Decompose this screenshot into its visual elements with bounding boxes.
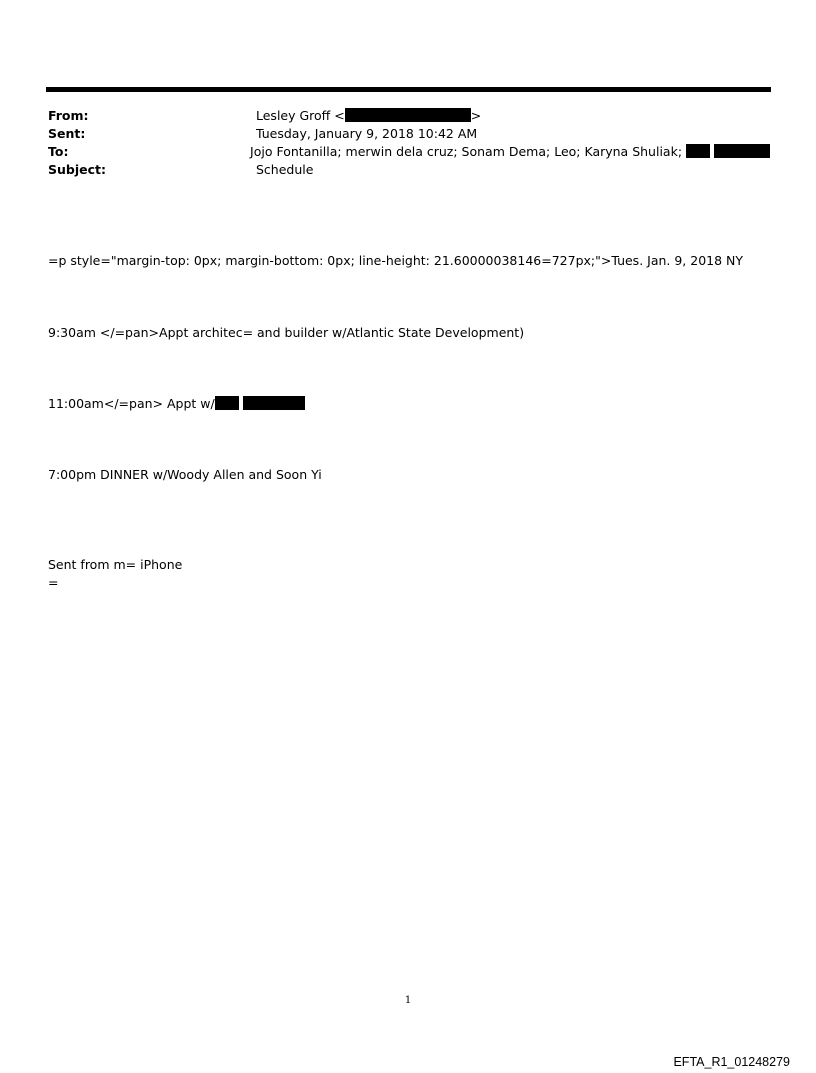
sent-label: Sent: <box>48 126 86 141</box>
subject-label: Subject: <box>48 162 106 177</box>
body-line-equals: = <box>48 575 59 590</box>
document-id: EFTA_R1_01248279 <box>673 1055 790 1069</box>
body-line-appt-1100 <box>48 395 305 413</box>
body-line-dinner: 7:00pm DINNER w/Woody Allen and Soon Yi <box>48 467 322 482</box>
redaction-box <box>215 396 239 410</box>
email-header <box>48 107 770 179</box>
to-value <box>250 143 770 161</box>
redaction-box <box>714 144 770 158</box>
page-number: 1 <box>404 995 412 1006</box>
body-line-date: =p style="margin-top: 0px; margin-bottom: 0px; line-height: 21.60000038146=727px;">Tues. Jan. 9, 2018 NY <box>48 253 744 268</box>
sent-row <box>48 125 770 143</box>
subject-value: Schedule <box>256 162 314 177</box>
from-close: > <box>470 108 482 123</box>
from-name: Lesley Groff < <box>256 108 345 123</box>
from-row <box>48 107 770 125</box>
redaction-box <box>345 108 471 122</box>
to-row <box>48 143 770 161</box>
sent-value: Tuesday, January 9, 2018 10:42 AM <box>256 126 478 141</box>
to-label: To: <box>48 144 69 159</box>
from-label: From: <box>48 108 89 123</box>
to-recipients: Jojo Fontanilla; merwin dela cruz; Sonam Dema; Leo; Karyna Shuliak; <box>250 144 683 159</box>
body-line-appt-930: 9:30am </=pan>Appt architec= and builder w/Atlantic State Development) <box>48 325 525 340</box>
redaction-box <box>686 144 710 158</box>
redaction-box <box>243 396 305 410</box>
appt-1100-text: 11:00am</=pan> Appt w/ <box>48 396 215 411</box>
body-line-signature: Sent from m= iPhone <box>48 557 183 572</box>
from-value <box>256 107 481 125</box>
subject-row <box>48 161 770 179</box>
top-rule <box>46 87 771 92</box>
